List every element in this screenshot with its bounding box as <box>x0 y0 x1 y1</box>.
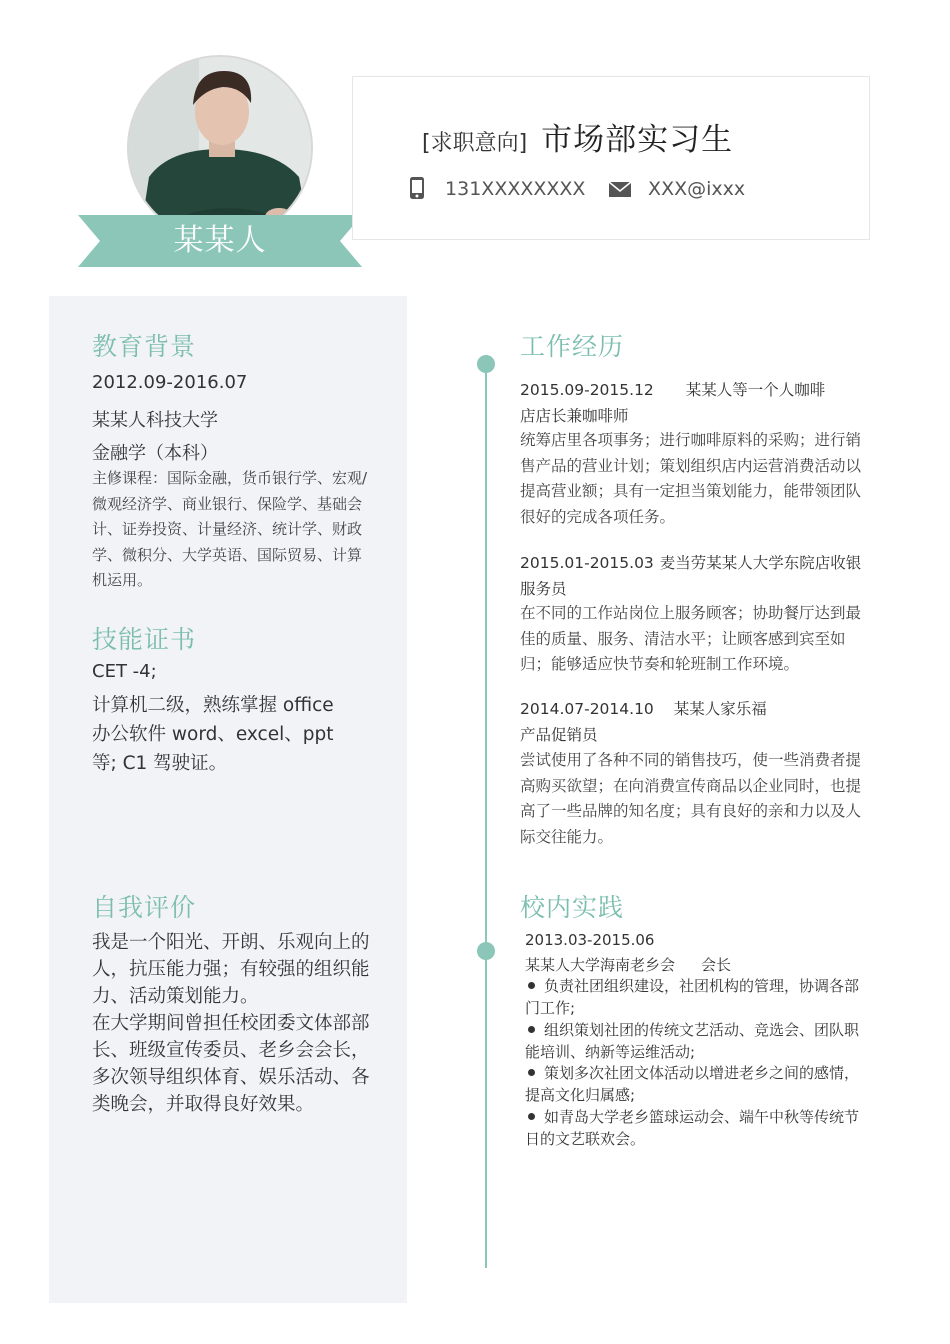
education-courses: 主修课程：国际金融，货币银行学、宏观/微观经济学、商业银行、保险学、基础会计、证券投资、计量经济、统计学、财政学、微积分、大学英语、国际贸易、计算机运用。 <box>92 469 368 589</box>
job-role: 服务员 <box>520 580 567 598</box>
campus-period: 2013.03-2015.06 <box>525 931 655 949</box>
timeline-dot-campus <box>477 942 495 960</box>
intent-title: 市场部实习生 <box>541 122 734 158</box>
campus-title: 校内实践 <box>520 893 625 922</box>
job-intent <box>422 114 733 158</box>
job-role: 产品促销员 <box>520 726 598 744</box>
phone-icon <box>409 176 425 200</box>
job-2-header <box>520 551 861 573</box>
job-company: 麦当劳某某人大学东院店收银 <box>659 554 862 572</box>
job-company: 某某人家乐福 <box>673 700 767 718</box>
job-period: 2015.09-2015.12 <box>520 381 654 399</box>
job-role: 店店长兼咖啡师 <box>520 407 629 425</box>
mail-icon <box>608 180 632 198</box>
job-period: 2015.01-2015.03 <box>520 554 654 572</box>
timeline-dot-work <box>477 355 495 373</box>
education-school: 某某人科技大学 <box>92 410 218 431</box>
campus-org-row <box>525 954 731 975</box>
campus-bullet: 负责社团组织建设，社团机构的管理，协调各部门工作; <box>525 977 860 1017</box>
campus-bullet: 策划多次社团文体活动以增进老乡之间的感情，提高文化归属感; <box>525 1064 860 1104</box>
skills-line-1: CET -4; <box>92 661 157 682</box>
work-title: 工作经历 <box>520 332 625 361</box>
self-eval-text-2: 在大学期间曾担任校团委文体部部长、班级宣传委员、老乡会会长，多次领导组织体育、娱乐活动、各类晚会，并取得良好效果。 <box>92 1013 370 1115</box>
bullet-icon <box>528 1026 535 1033</box>
phone-contact <box>409 174 585 204</box>
profile-photo <box>127 55 313 241</box>
education-major: 金融学（本科） <box>92 443 218 464</box>
self-eval-text-1: 我是一个阳光、开朗、乐观向上的人，抗压能力强；有较强的组织能力、活动策划能力。 <box>92 932 370 1007</box>
bullet-icon <box>528 1069 535 1076</box>
candidate-name: 某某人 <box>173 223 267 258</box>
education-title: 教育背景 <box>92 332 197 361</box>
campus-position: 会长 <box>701 956 732 974</box>
bullet-icon <box>528 1113 535 1120</box>
job-1-header <box>520 378 825 400</box>
job-company: 某某人等一个人咖啡 <box>685 381 826 399</box>
timeline-line <box>485 365 487 1268</box>
job-description: 尝试使用了各种不同的销售技巧，使一些消费者提高购买欲望；在向消费宣传商品以企业同时，也提高了一些品牌的知名度；具有良好的亲和力以及人际交往能力。 <box>520 751 862 846</box>
skills-line-2: 计算机二级，熟练掌握 office 办公软件 word、excel、ppt 等; C1 驾驶证。 <box>92 695 334 774</box>
intent-label: [求职意向] <box>422 131 528 156</box>
job-description: 统筹店里各项事务；进行咖啡原料的采购；进行销售产品的营业计划；策划组织店内运营消费活动以提高营业额；具有一定担当策划能力，能带领团队很好的完成各项任务。 <box>520 431 862 526</box>
job-description: 在不同的工作站岗位上服务顾客；协助餐厅达到最佳的质量、服务、清洁水平；让顾客感到宾至如归；能够适应快节奏和轮班制工作环境。 <box>520 604 862 674</box>
education-period: 2012.09-2016.07 <box>92 372 248 393</box>
portrait-illustration <box>129 57 313 241</box>
skills-title: 技能证书 <box>92 625 197 654</box>
self-eval-title: 自我评价 <box>92 893 197 922</box>
campus-org: 某某人大学海南老乡会 <box>525 956 676 974</box>
bullet-icon <box>528 982 535 989</box>
phone-number: 131XXXXXXXX <box>445 178 586 200</box>
campus-bullet: 如青岛大学老乡篮球运动会、端午中秋等传统节日的文艺联欢会。 <box>525 1108 860 1148</box>
email-address: XXX@ixxx <box>648 178 746 200</box>
job-3-header <box>520 697 767 719</box>
campus-bullet: 组织策划社团的传统文艺活动、竞选会、团队职能培训、纳新等运维活动; <box>525 1021 860 1061</box>
email-contact <box>608 174 745 204</box>
job-period: 2014.07-2014.10 <box>520 700 654 718</box>
